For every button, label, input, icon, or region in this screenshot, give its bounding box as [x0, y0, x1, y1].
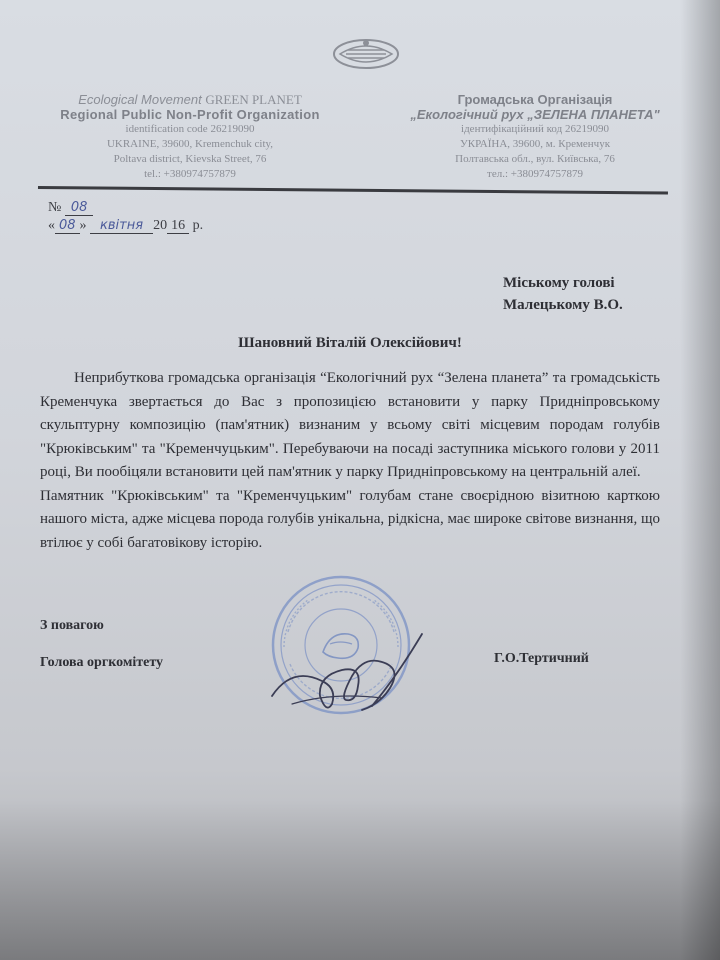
- letterhead-english: [40, 92, 340, 182]
- letterhead-en-address1: UKRAINE, 39600, Kremenchuk city,: [106, 138, 274, 150]
- addressee-title: Міському голові: [503, 275, 615, 291]
- letterhead-ukrainian: [380, 92, 690, 182]
- letterhead-en-address2: Poltava district, Kievska Street, 76: [113, 153, 267, 165]
- letterhead-ua-address1: УКРАЇНА, 39600, м. Кременчук: [459, 138, 611, 150]
- closing-phrase: З повагою: [40, 618, 104, 633]
- date-month: квітня: [90, 218, 153, 234]
- letter-greeting: Шановний Віталій Олексійович!: [238, 335, 462, 351]
- body-paragraph-1: Неприбуткова громадська організація “Екологічний рух “Зелена планета” та громадськість Кременчука звертається до Вас з пропозицією встановити у парку Придніпровському скульптурну композицію (пам'ятник) визнаним у всьому світі місцевим породам голубів "Крюківським" та "Кременчуцьким". Перебуваючи на посаді заступника міського голови у 2011 році, Ви пообіцяли встановити цей пам'ятник у парку Придніпровському на центральній алеї.: [40, 370, 660, 480]
- letter-body: [40, 367, 660, 555]
- organization-logo: [330, 34, 402, 74]
- date-year: 16: [167, 218, 189, 234]
- letterhead-en-line1: Ecological Movement GREEN PLANET: [78, 92, 302, 107]
- page-bottom-shadow: [0, 800, 720, 960]
- addressee-name: Малецькому В.О.: [503, 297, 623, 313]
- letterhead-ua-phone: тел.: +380974757879: [487, 168, 583, 180]
- registration-number-value: 08: [65, 200, 94, 216]
- body-paragraph-2: Памятник "Крюківським" та "Кременчуцьким" голубам стане своєрідною візитною карткою нашого міста, адже місцева порода голубів унікальна, рідкісна, має широке світове визнання, що втілює у собі багатовікову історію.: [40, 487, 660, 551]
- signer-role: Голова оргкомітету: [40, 655, 164, 670]
- addressee-block: [503, 272, 623, 316]
- handwritten-signature: [262, 626, 432, 716]
- letterhead-divider: [38, 186, 668, 194]
- letter-date: « 08 » квітня 20 16 р.: [48, 218, 204, 233]
- letterhead-ua-address2: Полтавська обл., вул. Київська, 76: [455, 153, 615, 165]
- date-day: 08: [55, 218, 80, 234]
- signer-name: Г.О.Тертичний: [494, 651, 589, 666]
- letterhead-ua-org-type: Громадська Організація: [457, 92, 613, 107]
- letterhead-ua-id-code: ідентифікаційний код 26219090: [461, 123, 609, 135]
- letterhead-ua-org-name: „Екологічний рух „ЗЕЛЕНА ПЛАНЕТА": [410, 107, 660, 122]
- letterhead-en-org-type: Regional Public Non-Profit Organization: [60, 107, 320, 122]
- letterhead-en-phone: tel.: +380974757879: [144, 168, 236, 180]
- letterhead-en-id-code: identification code 26219090: [125, 123, 255, 135]
- registration-number: № 08: [48, 200, 93, 216]
